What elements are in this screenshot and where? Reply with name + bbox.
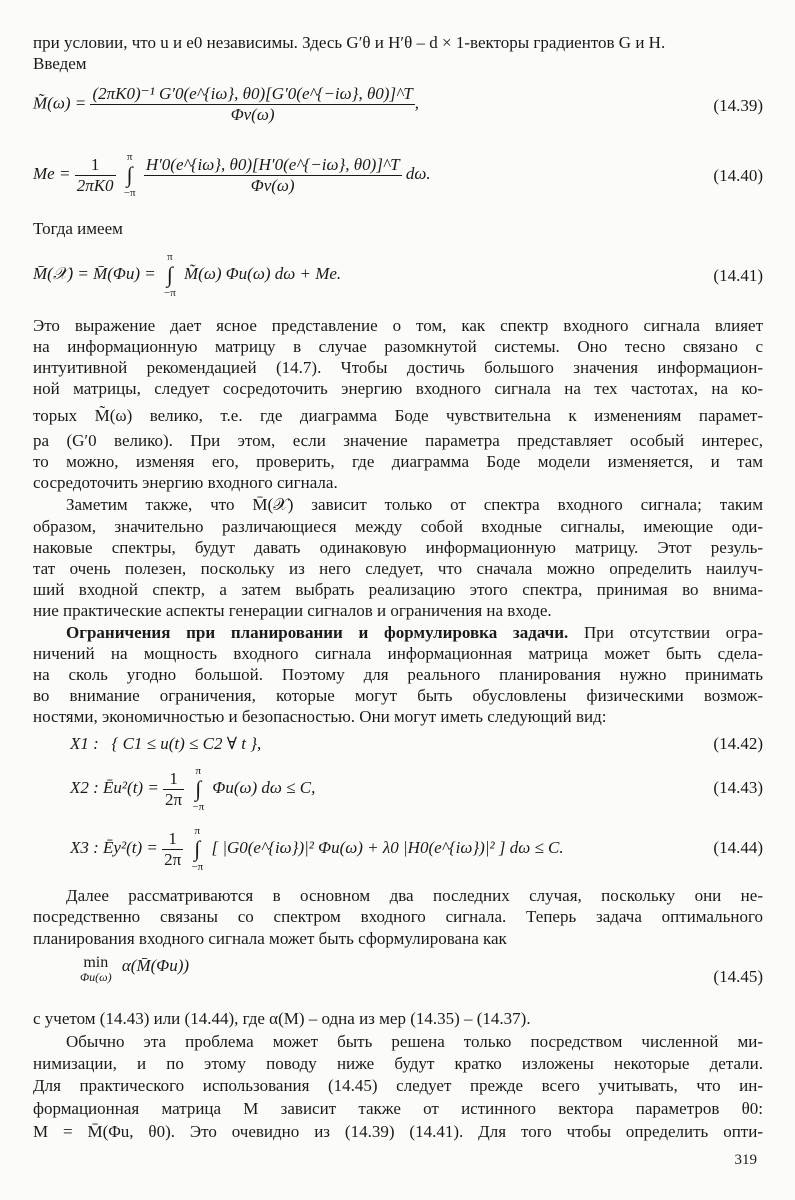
fraction [163, 769, 184, 810]
integral-lower: −π [123, 187, 136, 199]
equation-14-43 [33, 762, 763, 814]
min-subscript: Φu(ω) [80, 970, 112, 984]
fraction-numerator: 1 [163, 769, 184, 790]
integral-sign: π ∫ −π [163, 251, 176, 299]
text-line: ной матрицы, следует сосредоточить энергию входного сигнала на тех частотах, на ко- [33, 379, 763, 398]
equation-14-44 [33, 822, 763, 874]
fraction-numerator: 1 [162, 829, 183, 850]
integral-sign: π ∫ −π [123, 151, 136, 199]
text-line: сосредоточить энергию входного сигнала. [33, 473, 338, 492]
eq-lhs: M̄(𝒳) = M̄(Φu) = [33, 263, 156, 283]
text-span: При отсутствии огра- [568, 623, 763, 642]
text-line: Тогда имеем [33, 219, 123, 238]
eq-lhs: X1 : [70, 734, 99, 753]
fraction [90, 84, 414, 125]
text-line: при условии, что u и e0 независимы. Здесь G′θ и H′θ – d × 1-векторы градиентов G и H. [33, 33, 666, 52]
equation-14-45 [33, 956, 763, 998]
equation-number: (14.42) [713, 734, 763, 753]
equation-number: (14.45) [713, 967, 763, 986]
text-line: ра (G′0 велико). При этом, если значение параметра представляет особый интерес, [33, 431, 763, 450]
page-number: 319 [734, 1152, 757, 1168]
text-line: наковые спектры, будут давать одинаковую информационную матрицу. Этот резуль- [33, 538, 763, 557]
eq-body: α(M̄(Φu)) [121, 956, 190, 975]
eq-tail: dω. [405, 163, 431, 183]
equation-number: (14.44) [713, 838, 763, 857]
equation-number: (14.40) [713, 166, 763, 185]
text-line: интуитивной рекомендацией (14.7). Чтобы достичь большого значения информацион- [33, 358, 763, 377]
equation-14-42 [33, 730, 763, 758]
text-line: Введем [33, 54, 87, 73]
integral-sign: π ∫ −π [192, 765, 205, 813]
integral-upper: π [195, 765, 202, 777]
integral-lower: −π [192, 801, 205, 813]
text-line: формационная матрица M зависит также от истинного вектора параметров θ0: [33, 1099, 763, 1118]
integral-upper: π [194, 825, 201, 837]
integral-lower: −π [191, 861, 204, 873]
equation-number: (14.39) [713, 96, 763, 115]
text-line: ние практические аспекты генерации сигналов и ограничения на входе. [33, 601, 552, 620]
text-line: планирования входного сигнала может быть сформулирована как [33, 929, 507, 948]
equation-14-40 [33, 144, 763, 208]
integral-upper: π [167, 251, 173, 263]
text-line: образом, значительно различающиеся между собой входные сигналы, имеющие оди- [33, 517, 763, 536]
min-operator [80, 956, 112, 984]
fraction [162, 829, 183, 870]
equation-number: (14.41) [713, 266, 763, 285]
text-line: то можно, изменяя его, проверить, где диаграмма Боде модели изменяется, и там [33, 452, 763, 471]
text-line: нимизации, и по этому поводу ниже будут кратко изложены некоторые детали. [33, 1054, 763, 1073]
fraction [144, 155, 402, 196]
text-line: Далее рассматриваются в основном два последних случая, поскольку они не- [66, 886, 763, 905]
text-line: Заметим также, что M̄(𝒳) зависит только от спектра входного сигнала; таким [66, 495, 763, 514]
text-line: с учетом (14.43) или (14.44), где α(M) – одна из мер (14.35) – (14.37). [33, 1009, 531, 1028]
fraction-numerator: H′0(e^{iω}, θ0)[H′0(e^{−iω}, θ0)]^T [145, 154, 400, 174]
text-line: посредственно связаны со спектром входного сигнала. Теперь задача оптимального [33, 907, 763, 926]
integral-upper: π [126, 151, 133, 163]
text-line [66, 622, 763, 643]
fraction-numerator: 1 [75, 155, 116, 176]
text-line: ностями, экономичностью и безопасностью. Они могут иметь следующий вид: [33, 707, 607, 726]
text-line: Для практического использования (14.45) следует прежде всего учитывать, что ин- [33, 1076, 763, 1095]
eq-body: Φu(ω) dω ≤ C, [212, 777, 316, 797]
eq-tail: , [414, 93, 419, 113]
text-line: во внимание ограничения, которые могут быть обусловлены физическими возмож- [33, 686, 763, 705]
eq-lhs: Me = [33, 163, 71, 183]
text-line: на сколь угодно большой. Поэтому для реального планирования нужно принимать [33, 665, 763, 684]
fraction-denominator: Φv(ω) [230, 105, 275, 124]
text-line: Обычно эта проблема может быть решена только посредством численной ми- [66, 1032, 763, 1051]
min-label: min [83, 954, 109, 971]
equation-number: (14.43) [713, 778, 763, 797]
fraction-denominator: 2π [164, 849, 182, 869]
text-line: на информационную матрицу в случае разомкнутой системы. Оно тесно связано с [33, 337, 763, 356]
fraction [75, 155, 116, 196]
integral-sign: π ∫ −π [191, 825, 204, 873]
equation-14-39 [33, 78, 763, 134]
text-line: M = M̄(Φu, θ0). Это очевидно из (14.39) (14.41). Для того чтобы определить опти- [33, 1122, 763, 1141]
fraction-denominator: 2πK0 [76, 175, 114, 195]
eq-body: M̃(ω) Φu(ω) dω + Me. [184, 263, 342, 283]
fraction-denominator: 2π [165, 789, 183, 809]
integral-lower: −π [163, 287, 176, 299]
text-line: торых M̃(ω) велико, т.е. где диаграмма Боде чувствительна к изменениям парамет- [33, 406, 763, 425]
text-line: ший входной спектр, а затем выбрать реализацию этого спектра, принимая во внима- [33, 580, 763, 599]
fraction-numerator: (2πK0)⁻¹ G′0(e^{iω}, θ0)[G′0(e^{−iω}, θ0)]^T [92, 84, 413, 103]
text-line: Это выражение дает ясное представление о том, как спектр входного сигнала влияет [33, 316, 763, 335]
eq-lhs: M̃(ω) = [33, 93, 87, 113]
eq-body: [ |G0(e^{iω})|² Φu(ω) + λ0 |H0(e^{iω})|² ] dω ≤ C. [211, 837, 564, 857]
text-line: ничений на мощность входного сигнала информационная матрица может быть сдела- [33, 644, 763, 663]
section-heading: Ограничения при планировании и формулировка задачи. [66, 623, 569, 642]
eq-lhs: X2 : Ēu²(t) = [70, 777, 159, 797]
fraction-denominator: Φv(ω) [250, 175, 295, 195]
text-line: тат очень полезен, поскольку из него следует, что сначала можно определить наилуч- [33, 559, 763, 578]
eq-body: { C1 ≤ u(t) ≤ C2 ∀ t }, [111, 734, 262, 753]
eq-lhs: X3 : Ēy²(t) = [70, 837, 158, 857]
equation-14-41 [33, 246, 763, 306]
